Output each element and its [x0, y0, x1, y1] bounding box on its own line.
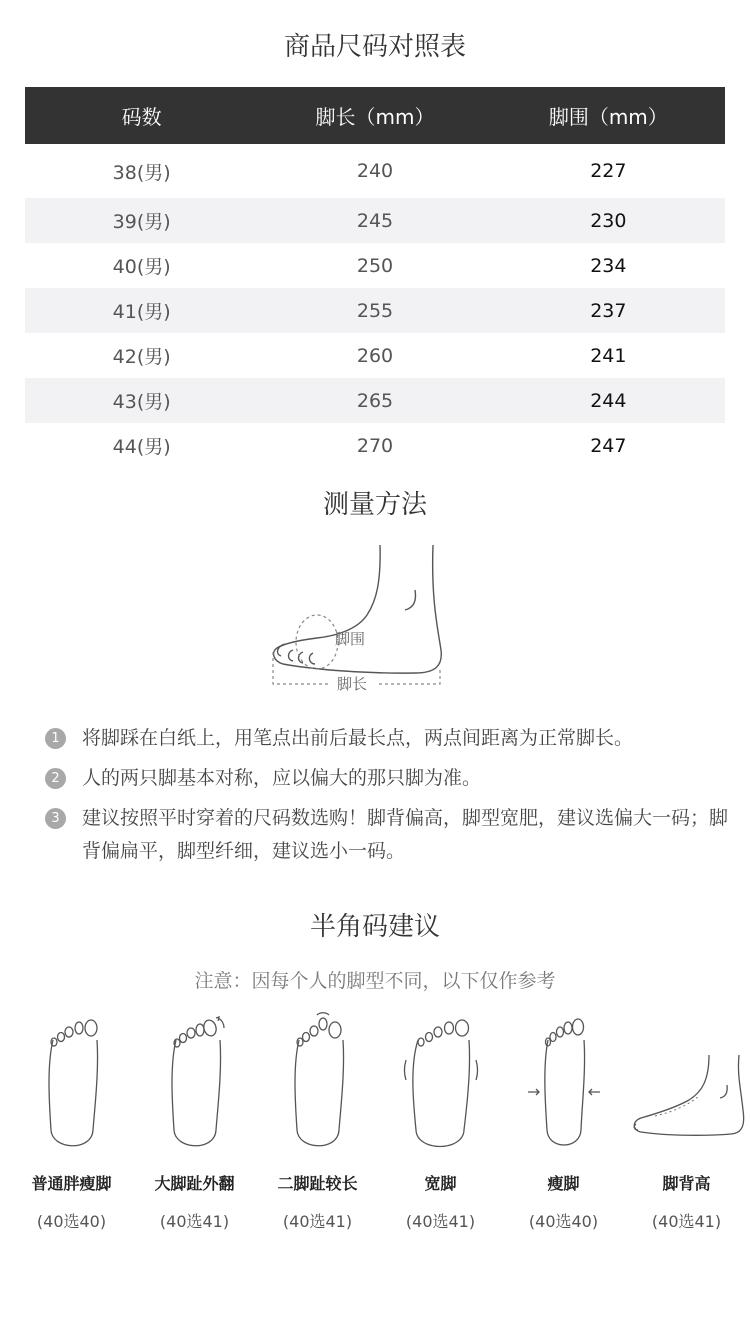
girth-ellipse: [296, 615, 338, 669]
size-cell: 43(男): [112, 391, 171, 413]
instruction-step: [45, 762, 735, 795]
measure-method-title: 测量方法: [322, 490, 427, 520]
bunion-foot-icon: [160, 1010, 230, 1155]
long-second-toe-icon: [283, 1010, 353, 1155]
girth-label: 脚围: [335, 631, 366, 648]
normal-foot-icon: [37, 1010, 107, 1155]
table-row: [25, 333, 725, 378]
girth-cell: 241: [590, 344, 627, 367]
girth-cell: 230: [590, 209, 627, 232]
size-cell: 41(男): [112, 301, 171, 323]
foot-type-name: 瘦脚: [547, 1174, 580, 1193]
girth-cell: 244: [590, 389, 627, 412]
foot-type-item: [10, 1010, 133, 1232]
table-row: [25, 423, 725, 468]
size-cell: 42(男): [112, 346, 171, 368]
header-size: 码数: [121, 105, 162, 129]
table-row: [25, 378, 725, 423]
foot-type-item: [625, 1010, 748, 1232]
foot-type-name: 脚背高: [662, 1174, 711, 1193]
high-instep-icon: [627, 1010, 747, 1155]
foot-measurement-illustration: [265, 540, 480, 695]
step-text: 建议按照平时穿着的尺码数选购！脚背偏高，脚型宽肥，建议选偏大一码；脚背偏扁平，脚型纤细，建议选小一码。: [82, 807, 729, 862]
table-header: [25, 87, 725, 144]
girth-cell: 234: [590, 254, 627, 277]
step-text: 将脚踩在白纸上，用笔点出前后最长点，两点间距离为正常脚长。: [82, 727, 634, 749]
foot-type-size: (40选41): [159, 1212, 230, 1231]
foot-type-item: [379, 1010, 502, 1232]
table-row: [25, 198, 725, 243]
length-cell: 270: [356, 434, 394, 457]
length-cell: 245: [356, 209, 394, 232]
length-cell: 240: [356, 160, 394, 182]
instruction-step: [45, 802, 735, 868]
length-cell: 255: [356, 299, 394, 322]
foot-type-item: [256, 1010, 379, 1232]
step-number: 2: [45, 768, 66, 789]
foot-type-size: (40选40): [528, 1212, 599, 1231]
header-foot-length: 脚长（mm）: [315, 105, 435, 129]
step-number: 1: [45, 728, 66, 749]
foot-type-name: 二脚趾较长: [277, 1174, 358, 1193]
step-number: 3: [45, 808, 66, 829]
instruction-step: [45, 722, 735, 755]
foot-type-item: [502, 1010, 625, 1232]
length-cell: 260: [356, 344, 394, 367]
foot-type-size: (40选41): [651, 1212, 722, 1231]
size-cell: 44(男): [112, 436, 171, 458]
foot-type-name: 普通胖瘦脚: [31, 1174, 112, 1193]
foot-type-size: (40选41): [405, 1212, 476, 1231]
size-cell: 40(男): [112, 256, 171, 278]
length-label: 脚长: [337, 676, 368, 693]
wide-foot-icon: [401, 1010, 481, 1155]
foot-type-item: [133, 1010, 256, 1232]
table-row: [25, 144, 725, 198]
girth-cell: 227: [590, 160, 627, 182]
size-cell: 38(男): [112, 161, 171, 184]
foot-type-size: (40选40): [36, 1212, 107, 1231]
half-size-title: 半角码建议: [309, 912, 440, 942]
girth-cell: 247: [590, 434, 627, 457]
ankle-line: [405, 590, 416, 610]
length-cell: 265: [356, 389, 394, 412]
reference-note: 注意：因每个人的脚型不同，以下仅作参考: [194, 970, 556, 992]
toes: [278, 644, 315, 664]
step-text: 人的两只脚基本对称，应以偏大的那只脚为准。: [82, 767, 482, 789]
narrow-foot-icon: [524, 1010, 604, 1155]
size-table: [25, 87, 725, 468]
foot-outline: [274, 545, 442, 673]
girth-cell: 237: [590, 299, 627, 322]
header-foot-girth: 脚围（mm）: [548, 105, 668, 129]
table-row: [25, 288, 725, 333]
foot-type-name: 大脚趾外翻: [154, 1174, 235, 1193]
size-chart-title: 商品尺码对照表: [283, 32, 466, 62]
size-cell: 39(男): [112, 211, 171, 233]
table-row: [25, 243, 725, 288]
foot-type-size: (40选41): [282, 1212, 353, 1231]
measurement-instructions: [45, 722, 735, 875]
foot-type-list: [10, 1010, 750, 1232]
length-cell: 250: [356, 254, 394, 277]
foot-type-name: 宽脚: [424, 1174, 457, 1193]
